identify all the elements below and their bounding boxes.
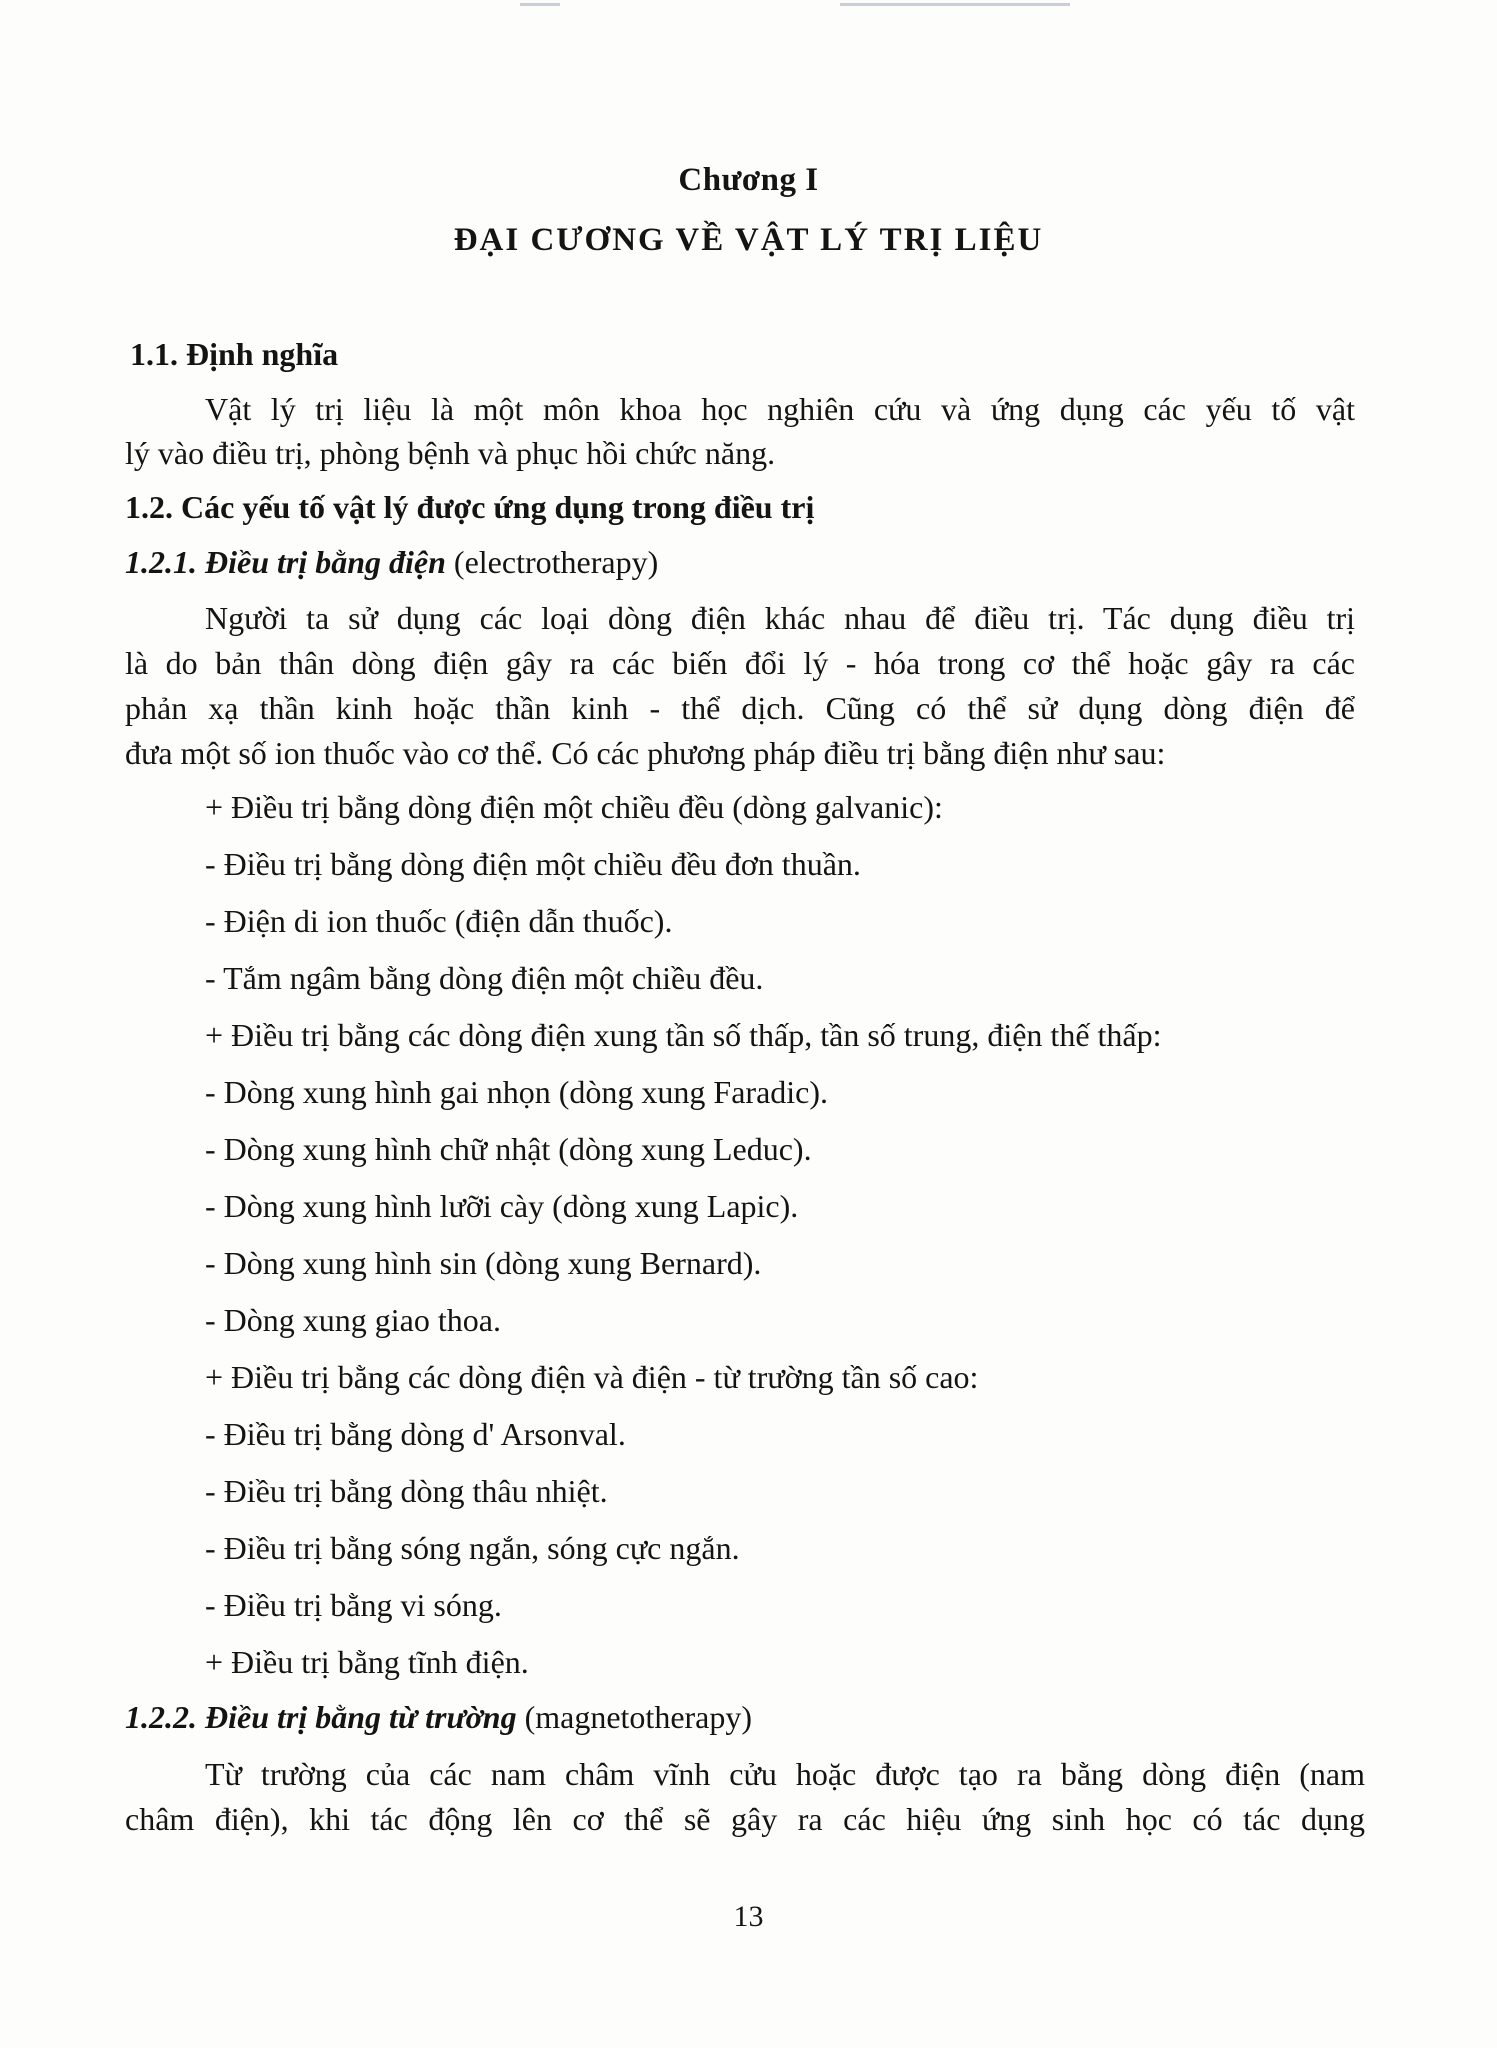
subsection-heading-1-2-1: [125, 542, 658, 582]
list-item: - Điều trị bằng dòng thâu nhiệt.: [205, 1473, 608, 1509]
paragraph-line: Từ trường của các nam châm vĩnh cửu hoặc được tạo ra bằng dòng điện (nam: [205, 1756, 1365, 1792]
list-item: - Tắm ngâm bằng dòng điện một chiều đều.: [205, 960, 764, 996]
paragraph-line: là do bản thân dòng điện gây ra các biến đổi lý - hóa trong cơ thể hoặc gây ra các: [125, 645, 1355, 681]
page-number: 13: [733, 1900, 764, 1933]
subsection-title: 1.2.2. Điều trị bằng từ trường: [125, 1699, 517, 1735]
list-item: - Điều trị bằng vi sóng.: [205, 1587, 502, 1623]
definition-line: Vật lý trị liệu là một môn khoa học nghiên cứu và ứng dụng các yếu tố vật: [205, 391, 1355, 427]
list-item: - Điều trị bằng dòng d' Arsonval.: [205, 1416, 626, 1452]
list-item: - Dòng xung hình chữ nhật (dòng xung Leduc).: [205, 1131, 812, 1167]
scan-artifact: [520, 3, 560, 6]
list-item: + Điều trị bằng các dòng điện xung tần số thấp, tần số trung, điện thế thấp:: [205, 1017, 1162, 1053]
list-item: - Dòng xung hình lưỡi cày (dòng xung Lapic).: [205, 1188, 799, 1224]
paragraph-line: châm điện), khi tác động lên cơ thể sẽ gây ra các hiệu ứng sinh học có tác dụng: [125, 1801, 1365, 1837]
subsection-title: 1.2.1. Điều trị bằng điện: [125, 544, 446, 580]
list-item: - Điện di ion thuốc (điện dẫn thuốc).: [205, 903, 673, 939]
list-item: - Dòng xung hình gai nhọn (dòng xung Faradic).: [205, 1074, 829, 1110]
paragraph-line: Người ta sử dụng các loại dòng điện khác nhau để điều trị. Tác dụng điều trị: [205, 600, 1355, 636]
list-item: + Điều trị bằng tĩnh điện.: [205, 1644, 529, 1680]
chapter-number: Chương I: [678, 162, 819, 198]
list-item: + Điều trị bằng các dòng điện và điện - từ trường tần số cao:: [205, 1359, 979, 1395]
subsection-english-term: (electrotherapy): [453, 544, 659, 580]
section-heading-1-2: 1.2. Các yếu tố vật lý được ứng dụng trong điều trị: [125, 489, 815, 525]
paragraph-line: đưa một số ion thuốc vào cơ thể. Có các phương pháp điều trị bằng điện như sau:: [125, 735, 1166, 771]
subsection-english-term: (magnetotherapy): [524, 1699, 753, 1735]
list-item: + Điều trị bằng dòng điện một chiều đều (dòng galvanic):: [205, 789, 943, 825]
list-item: - Dòng xung hình sin (dòng xung Bernard).: [205, 1245, 762, 1281]
scan-artifact: [840, 3, 1070, 6]
list-item: - Điều trị bằng sóng ngắn, sóng cực ngắn.: [205, 1530, 740, 1566]
paragraph-line: phản xạ thần kinh hoặc thần kinh - thể dịch. Cũng có thể sử dụng dòng điện để: [125, 690, 1355, 726]
chapter-title: ĐẠI CƯƠNG VỀ VẬT LÝ TRỊ LIỆU: [453, 222, 1044, 258]
section-heading-1-1: 1.1. Định nghĩa: [130, 336, 339, 372]
subsection-heading-1-2-2: [125, 1697, 752, 1737]
list-item: - Dòng xung giao thoa.: [205, 1302, 501, 1338]
definition-line: lý vào điều trị, phòng bệnh và phục hồi chức năng.: [125, 435, 776, 471]
list-item: - Điều trị bằng dòng điện một chiều đều đơn thuần.: [205, 846, 861, 882]
